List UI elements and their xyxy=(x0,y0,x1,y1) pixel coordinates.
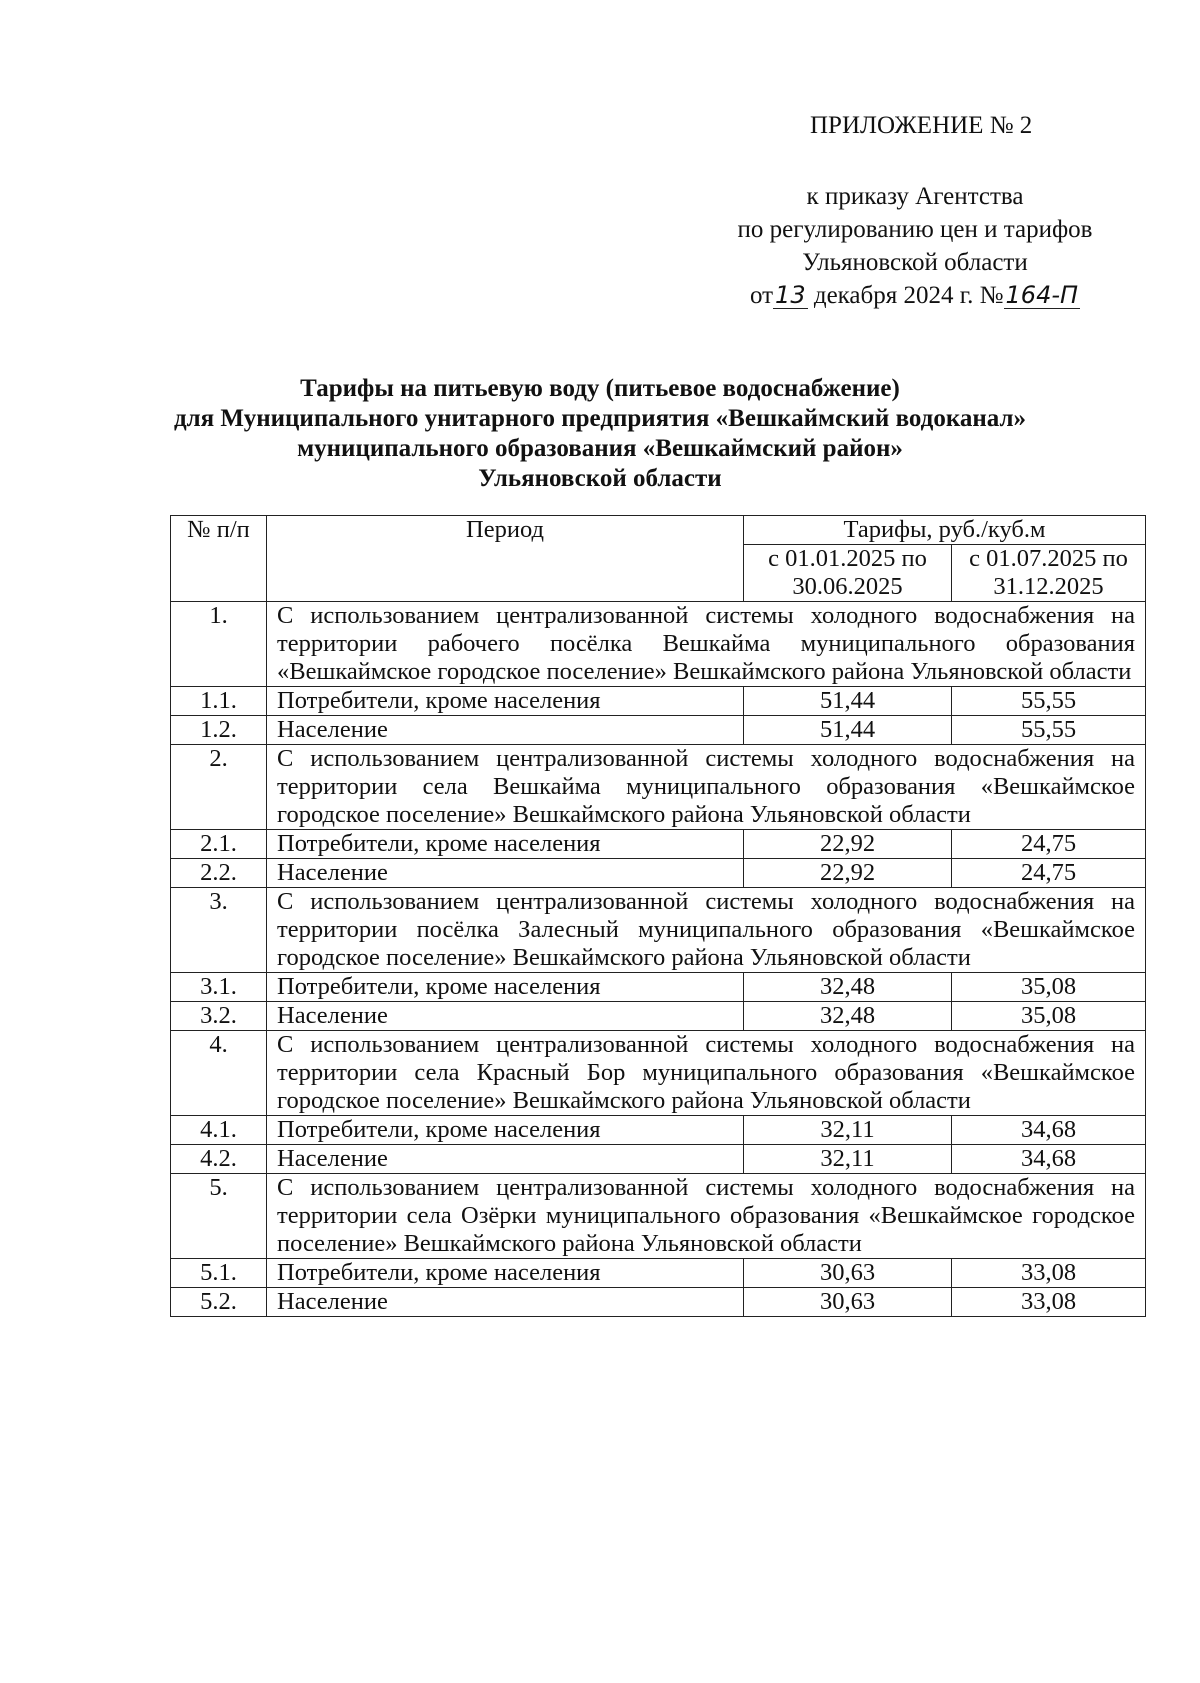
column-tariffs-header: Тарифы, руб./куб.м xyxy=(744,516,1146,545)
order-line-3: Ульяновской области xyxy=(802,249,1028,276)
title-line-4: Ульяновской области xyxy=(478,465,722,492)
order-reference xyxy=(700,180,1130,312)
tariff-value-period2: 34,68 xyxy=(952,1116,1146,1145)
title-line-2: для Муниципального унитарного предприятия «Вешкаймский водоканал» xyxy=(173,405,1026,432)
tariff-value-period2: 24,75 xyxy=(952,830,1146,859)
title-line-1: Тарифы на питьевую воду (питьевое водоснабжение) xyxy=(300,375,900,402)
group-description: С использованием централизованной системы холодного водоснабжения на территории рабочего посёлка Вешкайма муниципального образования «Вешкаймское городское поселение» Вешкаймского района Ульяновской области xyxy=(267,602,1146,687)
row-label: Потребители, кроме населения xyxy=(267,687,744,716)
tariff-value-period2: 55,55 xyxy=(952,687,1146,716)
order-line-1: к приказу Агентства xyxy=(806,183,1024,210)
row-label: Население xyxy=(267,1002,744,1031)
tariff-value-period1: 32,11 xyxy=(744,1116,952,1145)
row-label: Население xyxy=(267,1288,744,1317)
table-row xyxy=(171,1145,1146,1174)
order-line-2: по регулированию цен и тарифов xyxy=(737,216,1093,243)
order-date-suffix: декабря 2024 г. № xyxy=(813,282,1004,309)
group-number: 4. xyxy=(171,1031,267,1116)
tariff-value-period2: 34,68 xyxy=(952,1145,1146,1174)
table-row-group xyxy=(171,1174,1146,1259)
tariff-value-period2: 35,08 xyxy=(952,973,1146,1002)
row-number: 2.1. xyxy=(171,830,267,859)
table-row-group xyxy=(171,1031,1146,1116)
table-row xyxy=(171,1002,1146,1031)
tariff-value-period1: 32,48 xyxy=(744,1002,952,1031)
table-row xyxy=(171,687,1146,716)
table-row-group xyxy=(171,888,1146,973)
table-row xyxy=(171,1259,1146,1288)
group-description: С использованием централизованной системы холодного водоснабжения на территории села Вешкайма муниципального образования «Вешкаймское городское поселение» Вешкаймского района Ульяновской области xyxy=(267,745,1146,830)
row-label: Потребители, кроме населения xyxy=(267,1259,744,1288)
group-description: С использованием централизованной системы холодного водоснабжения на территории села Озёрки муниципального образования «Вешкаймское городское поселение» Вешкаймского района Ульяновской области xyxy=(267,1174,1146,1259)
row-number: 5.1. xyxy=(171,1259,267,1288)
title-line-3: муниципального образования «Вешкаймский район» xyxy=(297,435,903,462)
table-row xyxy=(171,716,1146,745)
row-label: Население xyxy=(267,1145,744,1174)
order-day-handwritten: 13 xyxy=(775,281,806,309)
tariff-value-period1: 22,92 xyxy=(744,859,952,888)
tariff-value-period1: 30,63 xyxy=(744,1259,952,1288)
column-number-header: № п/п xyxy=(171,516,267,602)
order-date-line xyxy=(700,279,1130,312)
tariff-value-period2: 33,08 xyxy=(952,1259,1146,1288)
tariff-value-period2: 33,08 xyxy=(952,1288,1146,1317)
tariff-value-period2: 35,08 xyxy=(952,1002,1146,1031)
row-number: 2.2. xyxy=(171,859,267,888)
table-row-group xyxy=(171,745,1146,830)
group-number: 3. xyxy=(171,888,267,973)
row-number: 3.2. xyxy=(171,1002,267,1031)
tariff-value-period2: 55,55 xyxy=(952,716,1146,745)
table-row xyxy=(171,973,1146,1002)
table-row xyxy=(171,859,1146,888)
group-number: 2. xyxy=(171,745,267,830)
table-row xyxy=(171,830,1146,859)
column-period-header: Период xyxy=(267,516,744,602)
row-number: 3.1. xyxy=(171,973,267,1002)
order-number-handwritten: 164-П xyxy=(1005,281,1079,309)
tariff-value-period1: 51,44 xyxy=(744,716,952,745)
tariff-value-period1: 32,48 xyxy=(744,973,952,1002)
row-number: 1.2. xyxy=(171,716,267,745)
table-row xyxy=(171,1288,1146,1317)
row-label: Потребители, кроме населения xyxy=(267,830,744,859)
table-header xyxy=(171,516,1146,602)
row-label: Население xyxy=(267,716,744,745)
table-body xyxy=(171,602,1146,1317)
row-number: 1.1. xyxy=(171,687,267,716)
row-label: Население xyxy=(267,859,744,888)
table-row-group xyxy=(171,602,1146,687)
tariff-value-period1: 32,11 xyxy=(744,1145,952,1174)
group-description: С использованием централизованной системы холодного водоснабжения на территории посёлка Залесный муниципального образования «Вешкаймское городское поселение» Вешкаймского района Ульяновской области xyxy=(267,888,1146,973)
column-period2-header: с 01.07.2025 по 31.12.2025 xyxy=(952,545,1146,602)
row-number: 5.2. xyxy=(171,1288,267,1317)
group-description: С использованием централизованной системы холодного водоснабжения на территории села Красный Бор муниципального образования «Вешкаймское городское поселение» Вешкаймского района Ульяновской области xyxy=(267,1031,1146,1116)
row-number: 4.1. xyxy=(171,1116,267,1145)
tariff-value-period2: 24,75 xyxy=(952,859,1146,888)
table-row xyxy=(171,1116,1146,1145)
document-title xyxy=(0,374,1200,494)
tariff-value-period1: 51,44 xyxy=(744,687,952,716)
order-date-prefix: от xyxy=(749,282,774,309)
row-number: 4.2. xyxy=(171,1145,267,1174)
column-period1-header: с 01.01.2025 по 30.06.2025 xyxy=(744,545,952,602)
tariff-table xyxy=(170,515,1146,1317)
header-row xyxy=(171,516,1146,545)
appendix-heading: ПРИЛОЖЕНИЕ № 2 xyxy=(810,112,1033,139)
tariff-value-period1: 22,92 xyxy=(744,830,952,859)
tariff-value-period1: 30,63 xyxy=(744,1288,952,1317)
row-label: Потребители, кроме населения xyxy=(267,973,744,1002)
group-number: 5. xyxy=(171,1174,267,1259)
row-label: Потребители, кроме населения xyxy=(267,1116,744,1145)
group-number: 1. xyxy=(171,602,267,687)
